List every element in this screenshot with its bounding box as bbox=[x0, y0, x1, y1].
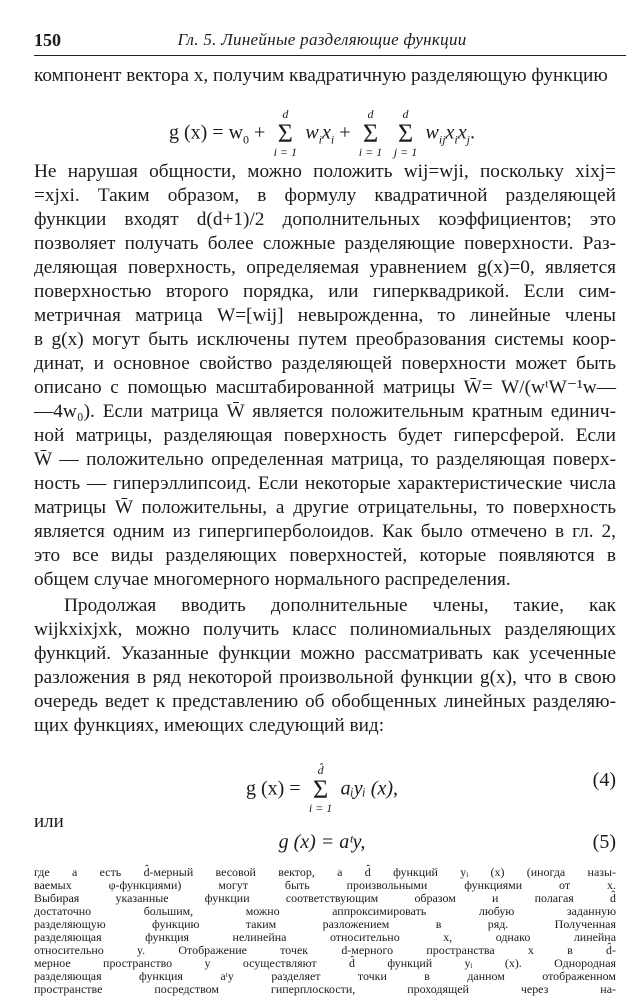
p2-line: Продолжая вводить дополнительные члены, такие, как bbox=[64, 595, 616, 616]
p1-line: ность — гиперэллипсоид. Если некоторые характеристические числа bbox=[34, 473, 616, 494]
intro-line: компонент вектора x, получим квадратичную разделяющую функцию bbox=[34, 65, 608, 86]
eq-lhs: g (x) = w bbox=[168, 121, 244, 144]
p1-line: динат, и основное свойство разделяющей поверхности может быть bbox=[34, 353, 616, 374]
eq-term1-sub: i bbox=[318, 132, 322, 147]
p1-line: W̄ — положительно определенная матрица, то разделяющая поверх- bbox=[34, 449, 616, 470]
sum3-lower: j = 1 bbox=[393, 145, 418, 159]
p3-line: относительно y. Отображение точек d-мерного пространства x в d̂- bbox=[34, 943, 616, 957]
eq-term1: w bbox=[305, 121, 319, 144]
sum3-upper: d bbox=[402, 107, 409, 121]
p2-line: разложения в ряд некоторой произвольной функции g(x), что в свою bbox=[34, 667, 616, 688]
page-header bbox=[34, 30, 610, 54]
sum3-sigma: Σ bbox=[397, 119, 414, 148]
p3-line: мерное пространство y осуществляют d̂ функций yᵢ (x). Однородная bbox=[34, 956, 616, 970]
sum1-lower: i = 1 bbox=[273, 145, 298, 159]
p1-line: метричная матрица W=[wij] невырожденна, то линейные члены bbox=[34, 305, 616, 326]
sum-sign-3 bbox=[393, 107, 418, 159]
header-rule bbox=[34, 55, 626, 56]
p2-line: очередь ведет к представлению об обобщенных линейных разделяю- bbox=[34, 691, 616, 712]
eq-term1-rest-sub: i bbox=[330, 132, 335, 147]
equation-4 bbox=[0, 763, 644, 815]
page-number: 150 bbox=[34, 30, 61, 50]
p1-line: Не нарушая общности, можно положить wij=wji, поскольку xixj= bbox=[34, 161, 616, 182]
p1-line: поверхностью второго порядка, или гиперквадрикой. Если сим- bbox=[34, 281, 616, 302]
p1-line: =xjxi. Таким образом, в формулу квадратичной разделяющей bbox=[34, 185, 616, 206]
p1-line: деляющая поверхность, определяемая уравнением g(x)=0, является bbox=[34, 257, 616, 278]
eq4-sigma: Σ bbox=[313, 775, 329, 804]
eq-term2-sub: ij bbox=[438, 132, 446, 147]
p3-line: разделяющую функцию таким разложением в ряд. Полученная bbox=[34, 917, 616, 931]
p1-line: описано с помощью масштабированной матрицы W̄= W/(wᵗW⁻¹w— bbox=[34, 377, 616, 398]
equation-4-number: (4) bbox=[592, 769, 616, 791]
equation-5: g (x) = aᵗy, bbox=[278, 831, 366, 853]
p3-line: Выбирая указанные функции соответствующим образом и полагая d̂ bbox=[34, 891, 616, 905]
eq4-sum-sign bbox=[308, 763, 333, 815]
sum-sign-2 bbox=[358, 107, 383, 159]
eq-period: . bbox=[470, 121, 475, 144]
equation-5-number: (5) bbox=[592, 831, 616, 853]
eq-term2-rest2: x bbox=[457, 121, 467, 144]
eq-sub0: 0 bbox=[243, 132, 250, 147]
p2-line: функций. Указанные функции можно рассматривать как усеченные bbox=[34, 643, 616, 664]
eq-plus2: + bbox=[339, 121, 351, 144]
or-word: или bbox=[34, 811, 64, 832]
eq4-lower: i = 1 bbox=[308, 801, 333, 815]
p3-line: достаточно большим, можно аппроксимировать любую заданную bbox=[34, 904, 616, 918]
p2-line: wijkxixjxk, можно получить класс полиномиальных разделяющих bbox=[34, 619, 616, 640]
running-title: Гл. 5. Линейные разделяющие функции bbox=[177, 30, 467, 49]
p3-line: разделяющая функция aᵗy разделяет точки в данном отображенном bbox=[34, 969, 616, 983]
equation-quadratic bbox=[0, 107, 644, 159]
p3-line: ваемых φ-функциями) могут быть произвольными функциями от x. bbox=[34, 878, 616, 892]
sum1-sigma: Σ bbox=[277, 119, 293, 148]
p3-line: пространстве посредством гиперплоскости, проходящей через на- bbox=[34, 982, 616, 996]
p1-line: ной матрицы, разделяющая поверхность будет гиперсферой. Если bbox=[34, 425, 616, 446]
eq-term2-rest: x bbox=[445, 121, 455, 144]
p1-line: функции входят d(d+1)/2 дополнительных коэффициентов; это bbox=[34, 209, 616, 230]
p1-line: матрицы W̄ положительны, а другие отрицательны, то поверхность bbox=[34, 497, 616, 518]
p1-line: это все виды разделяющих поверхностей, которые появляются в bbox=[34, 545, 616, 566]
sum2-lower: i = 1 bbox=[358, 145, 383, 159]
p1-line: является одним из гипергиперболоидов. Как было отмечено в гл. 2, bbox=[34, 521, 616, 542]
p1-line: в g(x) могут быть исключены путем преобразования системы коор- bbox=[34, 329, 616, 350]
sum2-sigma: Σ bbox=[362, 119, 379, 148]
sum-sign-1 bbox=[273, 107, 298, 159]
eq-plus1: + bbox=[254, 121, 266, 144]
eq-term1-rest: x bbox=[322, 121, 331, 144]
p1-line: общем случае многомерного нормального распределения. bbox=[34, 569, 511, 590]
eq-term2-rest-sub2: j bbox=[466, 132, 470, 147]
eq4-rhs: aᵢyᵢ (x), bbox=[340, 777, 398, 800]
eq-term2-rest-sub1: i bbox=[454, 132, 458, 147]
p3-line: где a есть d̂-мерный весовой вектор, а d̂ функций yᵢ (x) (иногда назы- bbox=[34, 865, 616, 879]
p2-line: щих функциях, имеющих следующий вид: bbox=[34, 715, 385, 736]
p1-line: —4w₀). Если матрица W̄ является положительным кратным единич- bbox=[34, 401, 616, 422]
eq4-lhs: g (x) = bbox=[245, 777, 301, 800]
eq4-upper: d̂ bbox=[317, 763, 324, 777]
p3-line: разделяющая функция нелинейна относительно x, однако линейна bbox=[34, 930, 616, 944]
sum1-upper: d bbox=[282, 107, 289, 121]
sum2-upper: d bbox=[367, 107, 374, 121]
eq-term2: w bbox=[425, 121, 439, 144]
p1-line: позволяет получать более сложные разделяющие поверхности. Раз- bbox=[34, 233, 616, 254]
